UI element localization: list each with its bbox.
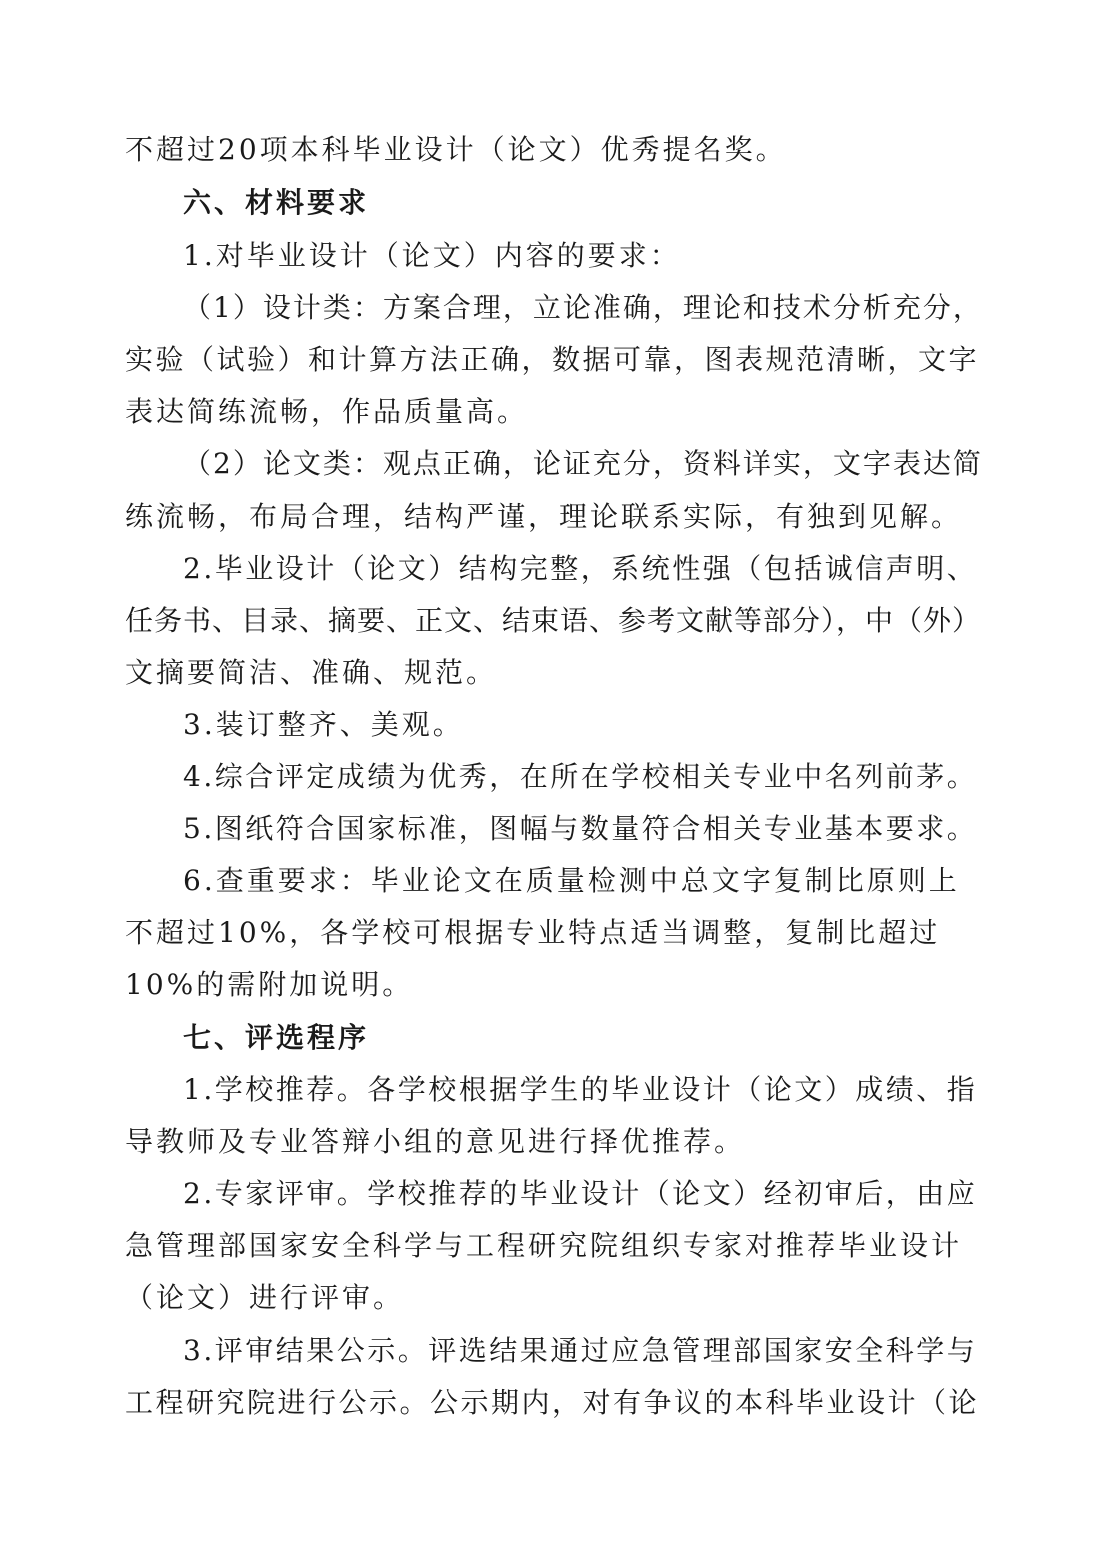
body-line: 3.装订整齐、美观。 bbox=[183, 708, 464, 741]
body-line: （论文）进行评审。 bbox=[125, 1281, 405, 1314]
body-line: 不超过20项本科毕业设计（论文）优秀提名奖。 bbox=[125, 133, 787, 166]
body-line: 任务书、目录、摘要、正文、结束语、参考文献等部分），中（外） bbox=[125, 604, 982, 637]
body-line: 导教师及专业答辩小组的意见进行择优推荐。 bbox=[125, 1125, 746, 1158]
section-heading-procedure: 七、评选程序 bbox=[183, 1021, 370, 1054]
body-line: 急管理部国家安全科学与工程研究院组织专家对推荐毕业设计 bbox=[125, 1229, 963, 1262]
body-line: 6.查重要求：毕业论文在质量检测中总文字复制比原则上 bbox=[183, 864, 960, 897]
body-line: 10%的需附加说明。 bbox=[125, 968, 414, 1001]
body-line: 表达简练流畅，作品质量高。 bbox=[125, 395, 529, 428]
body-line: 练流畅，布局合理，结构严谨，理论联系实际，有独到见解。 bbox=[125, 500, 963, 533]
body-line: 文摘要简洁、准确、规范。 bbox=[125, 656, 498, 689]
body-line: 4.综合评定成绩为优秀，在所在学校相关专业中名列前茅。 bbox=[183, 760, 978, 793]
body-line: 2.专家评审。学校推荐的毕业设计（论文）经初审后，由应 bbox=[183, 1177, 978, 1210]
body-line: 5.图纸符合国家标准，图幅与数量符合相关专业基本要求。 bbox=[183, 812, 978, 845]
body-line: 工程研究院进行公示。公示期内，对有争议的本科毕业设计（论 bbox=[125, 1386, 980, 1419]
body-line: （2）论文类：观点正确，论证充分，资料详实，文字表达简 bbox=[183, 447, 983, 480]
body-line: 3.评审结果公示。评选结果通过应急管理部国家安全科学与 bbox=[183, 1334, 978, 1367]
body-line: 实验（试验）和计算方法正确，数据可靠，图表规范清晰，文字 bbox=[125, 343, 980, 376]
body-line: 2.毕业设计（论文）结构完整，系统性强（包括诚信声明、 bbox=[183, 552, 978, 585]
body-line: 不超过10%，各学校可根据专业特点适当调整，复制比超过 bbox=[125, 916, 941, 949]
body-line: （1）设计类：方案合理，立论准确，理论和技术分析充分， bbox=[183, 291, 983, 324]
body-line: 1.对毕业设计（论文）内容的要求： bbox=[183, 239, 681, 272]
body-line: 1.学校推荐。各学校根据学生的毕业设计（论文）成绩、指 bbox=[183, 1073, 978, 1106]
section-heading-materials: 六、材料要求 bbox=[183, 186, 370, 219]
